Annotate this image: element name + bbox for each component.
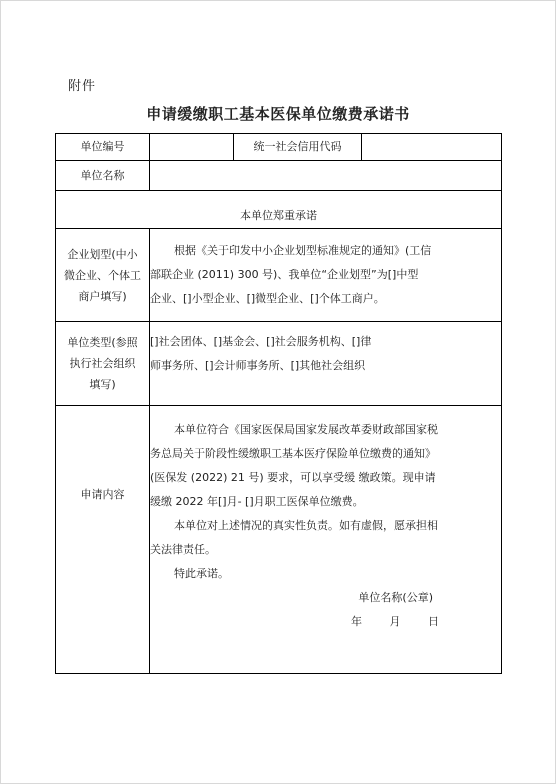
date-year: 年 xyxy=(351,615,362,628)
pledge-header xyxy=(56,191,502,229)
pledge-header-row xyxy=(56,191,502,229)
enterprise-type-label-line: 微企业、个体工 xyxy=(64,268,141,282)
unit-name-label: 单位名称 xyxy=(56,161,150,191)
enterprise-type-label-line: 企业划型(中小 xyxy=(67,247,138,261)
attachment-label: 附件 xyxy=(68,79,97,94)
unit-number-row xyxy=(56,134,502,161)
unit-name-field[interactable] xyxy=(150,161,502,191)
credit-code-label: 统一社会信用代码 xyxy=(234,134,362,161)
application-text-line: 关法律责任。 xyxy=(150,543,216,556)
unit-type-label xyxy=(56,322,150,406)
unit-type-text-line: []社会团体、[]基金会、[]社会服务机构、[]律 xyxy=(150,335,372,348)
enterprise-type-row xyxy=(56,229,502,322)
unit-type-body xyxy=(150,322,502,406)
document-title: 申请缓缴职工基本医保单位缴费承诺书 xyxy=(146,105,410,123)
credit-code-field[interactable] xyxy=(362,134,502,161)
date-day: 日 xyxy=(428,615,439,628)
unit-type-label-line: 执行社会组织 xyxy=(69,357,136,370)
unit-type-row xyxy=(56,322,502,406)
application-row xyxy=(56,406,502,674)
unit-number-field[interactable] xyxy=(150,134,234,161)
enterprise-type-text-line: 部联企业 (2011) 300 号)、我单位“企业划型”为[]中型 xyxy=(150,268,419,281)
date-line xyxy=(150,610,501,634)
unit-type-text-line: 师事务所、[]会计师事务所、[]其他社会组织 xyxy=(150,359,366,372)
application-text-line: 特此承诺。 xyxy=(174,567,229,580)
enterprise-type-text-line: 企业、[]小型企业、[]微型企业、[]个体工商户。 xyxy=(150,292,385,305)
enterprise-type-label xyxy=(56,229,150,322)
application-text-line: 本单位符合《国家医保局国家发展改革委财政部国家税 xyxy=(174,423,438,436)
enterprise-type-text-line: 根据《关于印发中小企业划型标准规定的通知》(工信 xyxy=(174,244,432,257)
enterprise-type-body xyxy=(150,229,502,322)
application-label: 申请内容 xyxy=(56,406,150,674)
signature-label: 单位名称(公章) xyxy=(358,591,433,604)
application-text-line: 务总局关于阶段性缓缴职工基本医疗保险单位缴费的通知》 xyxy=(150,447,436,460)
application-body xyxy=(150,406,502,674)
unit-name-row xyxy=(56,161,502,191)
pledge-header-text: 本单位郑重承诺 xyxy=(240,208,317,222)
unit-number-label: 单位编号 xyxy=(56,134,150,161)
application-text-line: 缓缴 2022 年[]月- []月职工医保单位缴费。 xyxy=(150,495,364,508)
application-text-line: 本单位对上述情况的真实性负责。如有虚假，愿承担相 xyxy=(174,519,438,532)
enterprise-type-label-line: 商户填写) xyxy=(78,289,127,303)
unit-type-label-line: 填写) xyxy=(89,378,116,391)
commitment-form-table xyxy=(55,133,502,674)
unit-type-label-line: 单位类型(参照 xyxy=(67,336,138,349)
application-text-line: (医保发 (2022) 21 号) 要求，可以享受缓 缴政策。现申请 xyxy=(150,471,436,484)
date-month: 月 xyxy=(389,615,401,628)
